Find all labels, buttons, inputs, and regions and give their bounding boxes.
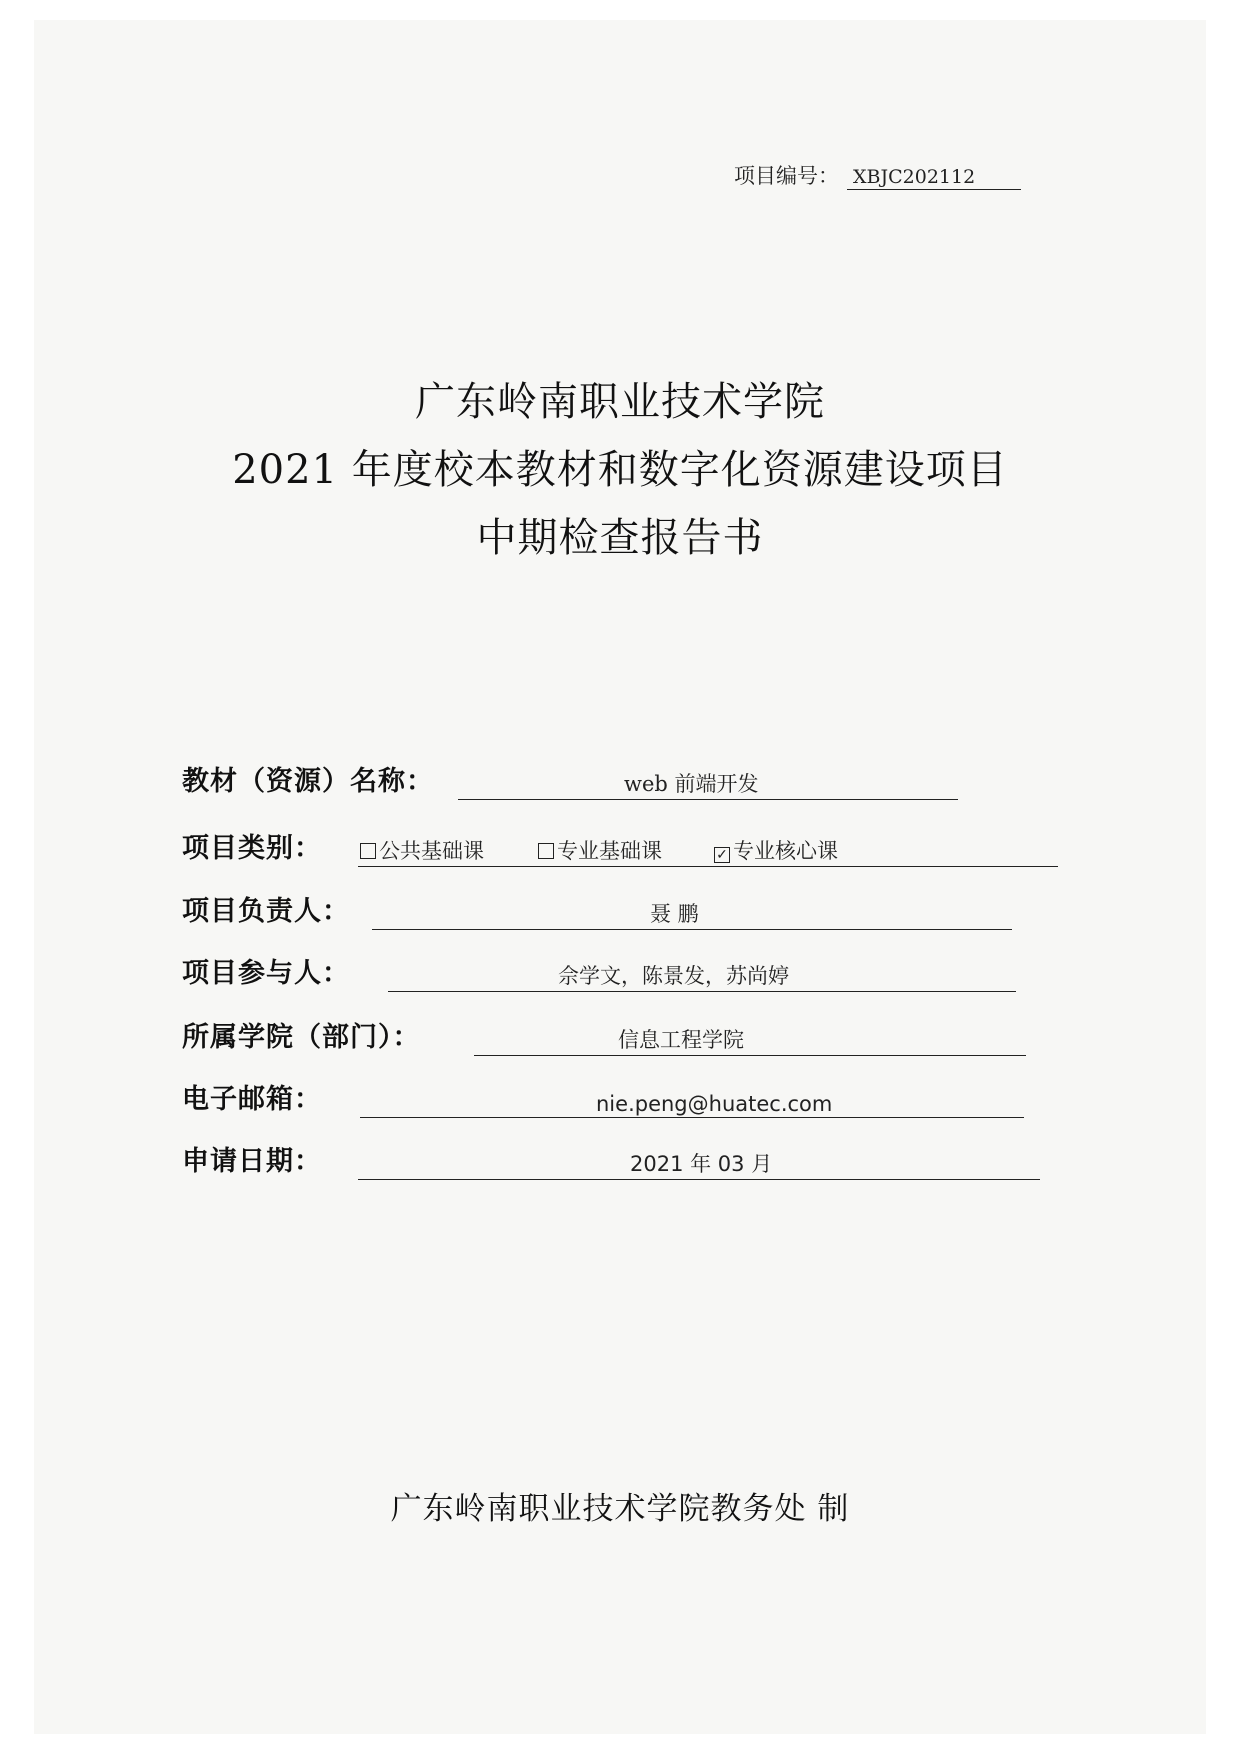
- category-option-public: [360, 835, 484, 865]
- document-page: [34, 20, 1206, 1734]
- date-label: 申请日期：: [182, 1146, 322, 1177]
- date-value: 2021 年 03 月: [630, 1152, 773, 1176]
- category-label: 项目类别：: [182, 833, 322, 864]
- field-email: [182, 1076, 1082, 1122]
- field-leader: [182, 888, 1082, 934]
- material-name-value: web 前端开发: [624, 772, 759, 796]
- project-number-label: 项目编号：: [734, 164, 839, 188]
- title-institution: 广东岭南职业技术学院: [415, 379, 825, 425]
- email-label: 电子邮箱：: [182, 1084, 322, 1115]
- category-option-basic-label: 专业基础课: [557, 839, 662, 863]
- department-line: [474, 1021, 1026, 1056]
- field-date: [182, 1138, 1082, 1184]
- project-number: [734, 160, 1021, 190]
- category-option-basic: [538, 835, 662, 865]
- category-option-public-label: 公共基础课: [379, 839, 484, 863]
- title-project: 2021 年度校本教材和数字化资源建设项目: [232, 447, 1008, 493]
- footer-issuer: 广东岭南职业技术学院教务处 制: [390, 1491, 850, 1527]
- field-material-name: [182, 758, 1082, 804]
- department-label: 所属学院（部门）：: [182, 1022, 421, 1053]
- category-option-core: [714, 835, 838, 865]
- material-name-label: 教材（资源）名称：: [182, 766, 434, 797]
- checkbox-public[interactable]: [360, 843, 376, 859]
- field-department: [182, 1014, 1082, 1060]
- project-number-value: XBJC202112: [847, 166, 1021, 190]
- participants-label: 项目参与人：: [182, 958, 350, 989]
- field-participants: [182, 950, 1082, 996]
- checkbox-basic[interactable]: [538, 843, 554, 859]
- category-option-core-label: 专业核心课: [733, 839, 838, 863]
- department-value: 信息工程学院: [618, 1028, 744, 1052]
- checkbox-core[interactable]: ✓: [714, 847, 730, 863]
- field-category: [182, 825, 1082, 871]
- title-report: 中期检查报告书: [476, 515, 764, 561]
- email-value: nie.peng@huatec.com: [596, 1092, 833, 1116]
- participants-value: 佘学文，陈景发，苏尚婷: [558, 964, 789, 988]
- leader-value: 聂 鹏: [650, 902, 699, 926]
- leader-label: 项目负责人：: [182, 896, 350, 927]
